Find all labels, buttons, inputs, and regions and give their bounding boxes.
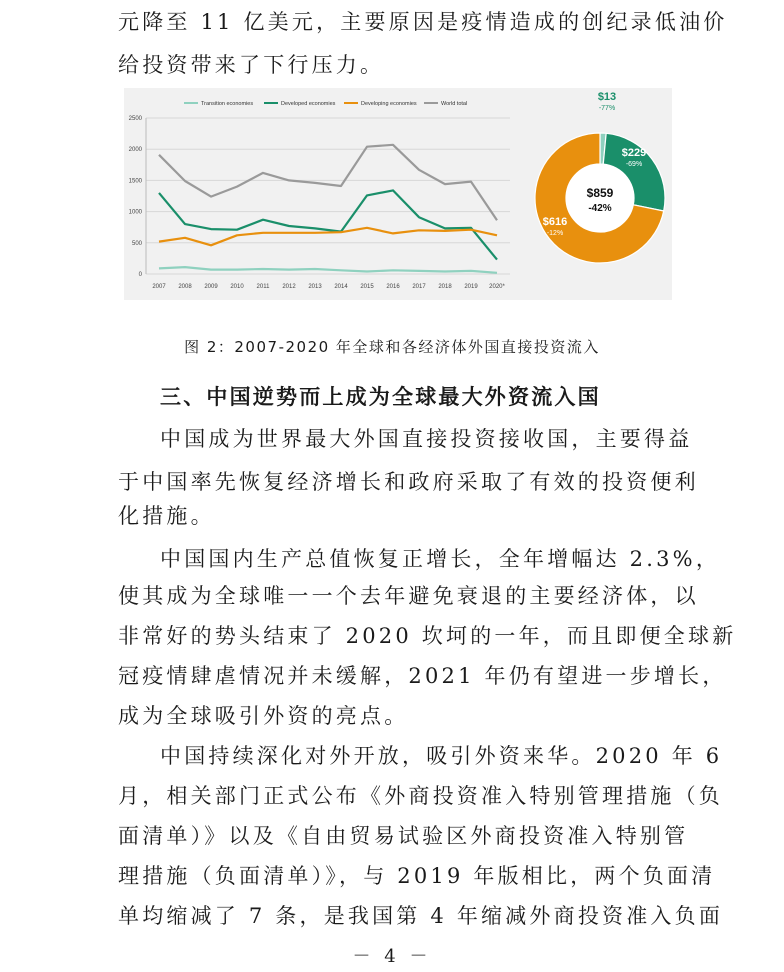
text-line: 元降至 11 亿美元，主要原因是疫情造成的创纪录低油价	[118, 10, 728, 34]
text-line: 化措施。	[118, 504, 215, 528]
x-tick-label: 2010	[230, 284, 244, 290]
x-tick-label: 2007	[152, 284, 166, 290]
figure-caption: 图 2：2007-2020 年全球和各经济体外国直接投资流入	[184, 338, 600, 356]
series-line	[159, 267, 497, 273]
x-tick-label: 2018	[438, 284, 452, 290]
text-line: 中国成为世界最大外国直接投资接收国，主要得益	[160, 427, 693, 451]
donut-slice-label: $229	[621, 147, 647, 159]
x-tick-label: 2019	[464, 284, 478, 290]
donut-slice-label: $13	[597, 91, 617, 103]
legend-label: Transition economies	[201, 101, 254, 107]
donut-center-change: -42%	[588, 203, 612, 214]
text-line: 给投资带来了下行压力。	[118, 53, 385, 77]
text-line: 于中国率先恢复经济增长和政府采取了有效的投资便利	[118, 470, 699, 494]
y-tick-label: 0	[138, 272, 142, 278]
legend-label: World total	[441, 101, 468, 107]
donut-slice-change: -69%	[625, 161, 643, 168]
legend-label: Developed economies	[281, 101, 336, 107]
y-tick-label: 1000	[128, 209, 142, 216]
x-tick-label: 2014	[334, 284, 348, 290]
donut-slice-change: -12%	[546, 230, 564, 237]
page-number: － 4 －	[352, 946, 432, 967]
y-tick-label: 2500	[128, 116, 142, 122]
text-line: 理措施（负面清单）》，与 2019 年版相比，两个负面清	[118, 864, 716, 888]
series-line	[159, 145, 497, 221]
text-line: 非常好的势头结束了 2020 坎坷的一年，而且即便全球新	[118, 624, 737, 648]
x-tick-label: 2013	[308, 284, 322, 290]
text-line: 中国国内生产总值恢复正增长，全年增幅达 2.3%，	[160, 547, 721, 571]
x-tick-label: 2016	[386, 284, 400, 290]
x-tick-label: 2011	[256, 284, 270, 290]
x-tick-label: 2008	[178, 284, 192, 290]
x-tick-label: 2020*	[489, 284, 505, 290]
fdi-figure	[124, 88, 672, 300]
fdi-line-chart	[124, 88, 672, 300]
text-line: 成为全球吸引外资的亮点。	[118, 704, 409, 728]
donut-center-value: $859	[586, 186, 614, 200]
x-tick-label: 2012	[282, 284, 296, 290]
section-heading: 三、中国逆势而上成为全球最大外资流入国	[160, 385, 601, 409]
donut-slice-label: $616	[542, 216, 568, 228]
y-tick-label: 500	[131, 240, 142, 247]
y-tick-label: 1500	[128, 178, 142, 185]
series-line	[159, 190, 497, 259]
text-line: 中国持续深化对外开放，吸引外资来华。2020 年 6	[160, 744, 723, 768]
text-line: 冠疫情肆虐情况并未缓解，2021 年仍有望进一步增长，	[118, 664, 727, 688]
text-line: 使其成为全球唯一一个去年避免衰退的主要经济体，以	[118, 584, 699, 608]
x-tick-label: 2009	[204, 284, 218, 290]
y-tick-label: 2000	[128, 147, 142, 154]
text-line: 单均缩减了 7 条，是我国第 4 年缩减外商投资准入负面	[118, 904, 724, 928]
x-tick-label: 2017	[412, 284, 426, 290]
text-line: 面清单）》以及《自由贸易试验区外商投资准入特别管	[118, 824, 689, 848]
legend-label: Developing economies	[361, 101, 417, 107]
text-line: 月，相关部门正式公布《外商投资准入特别管理措施（负	[118, 784, 723, 808]
x-tick-label: 2015	[360, 284, 374, 290]
donut-slice-change: -77%	[598, 105, 616, 112]
